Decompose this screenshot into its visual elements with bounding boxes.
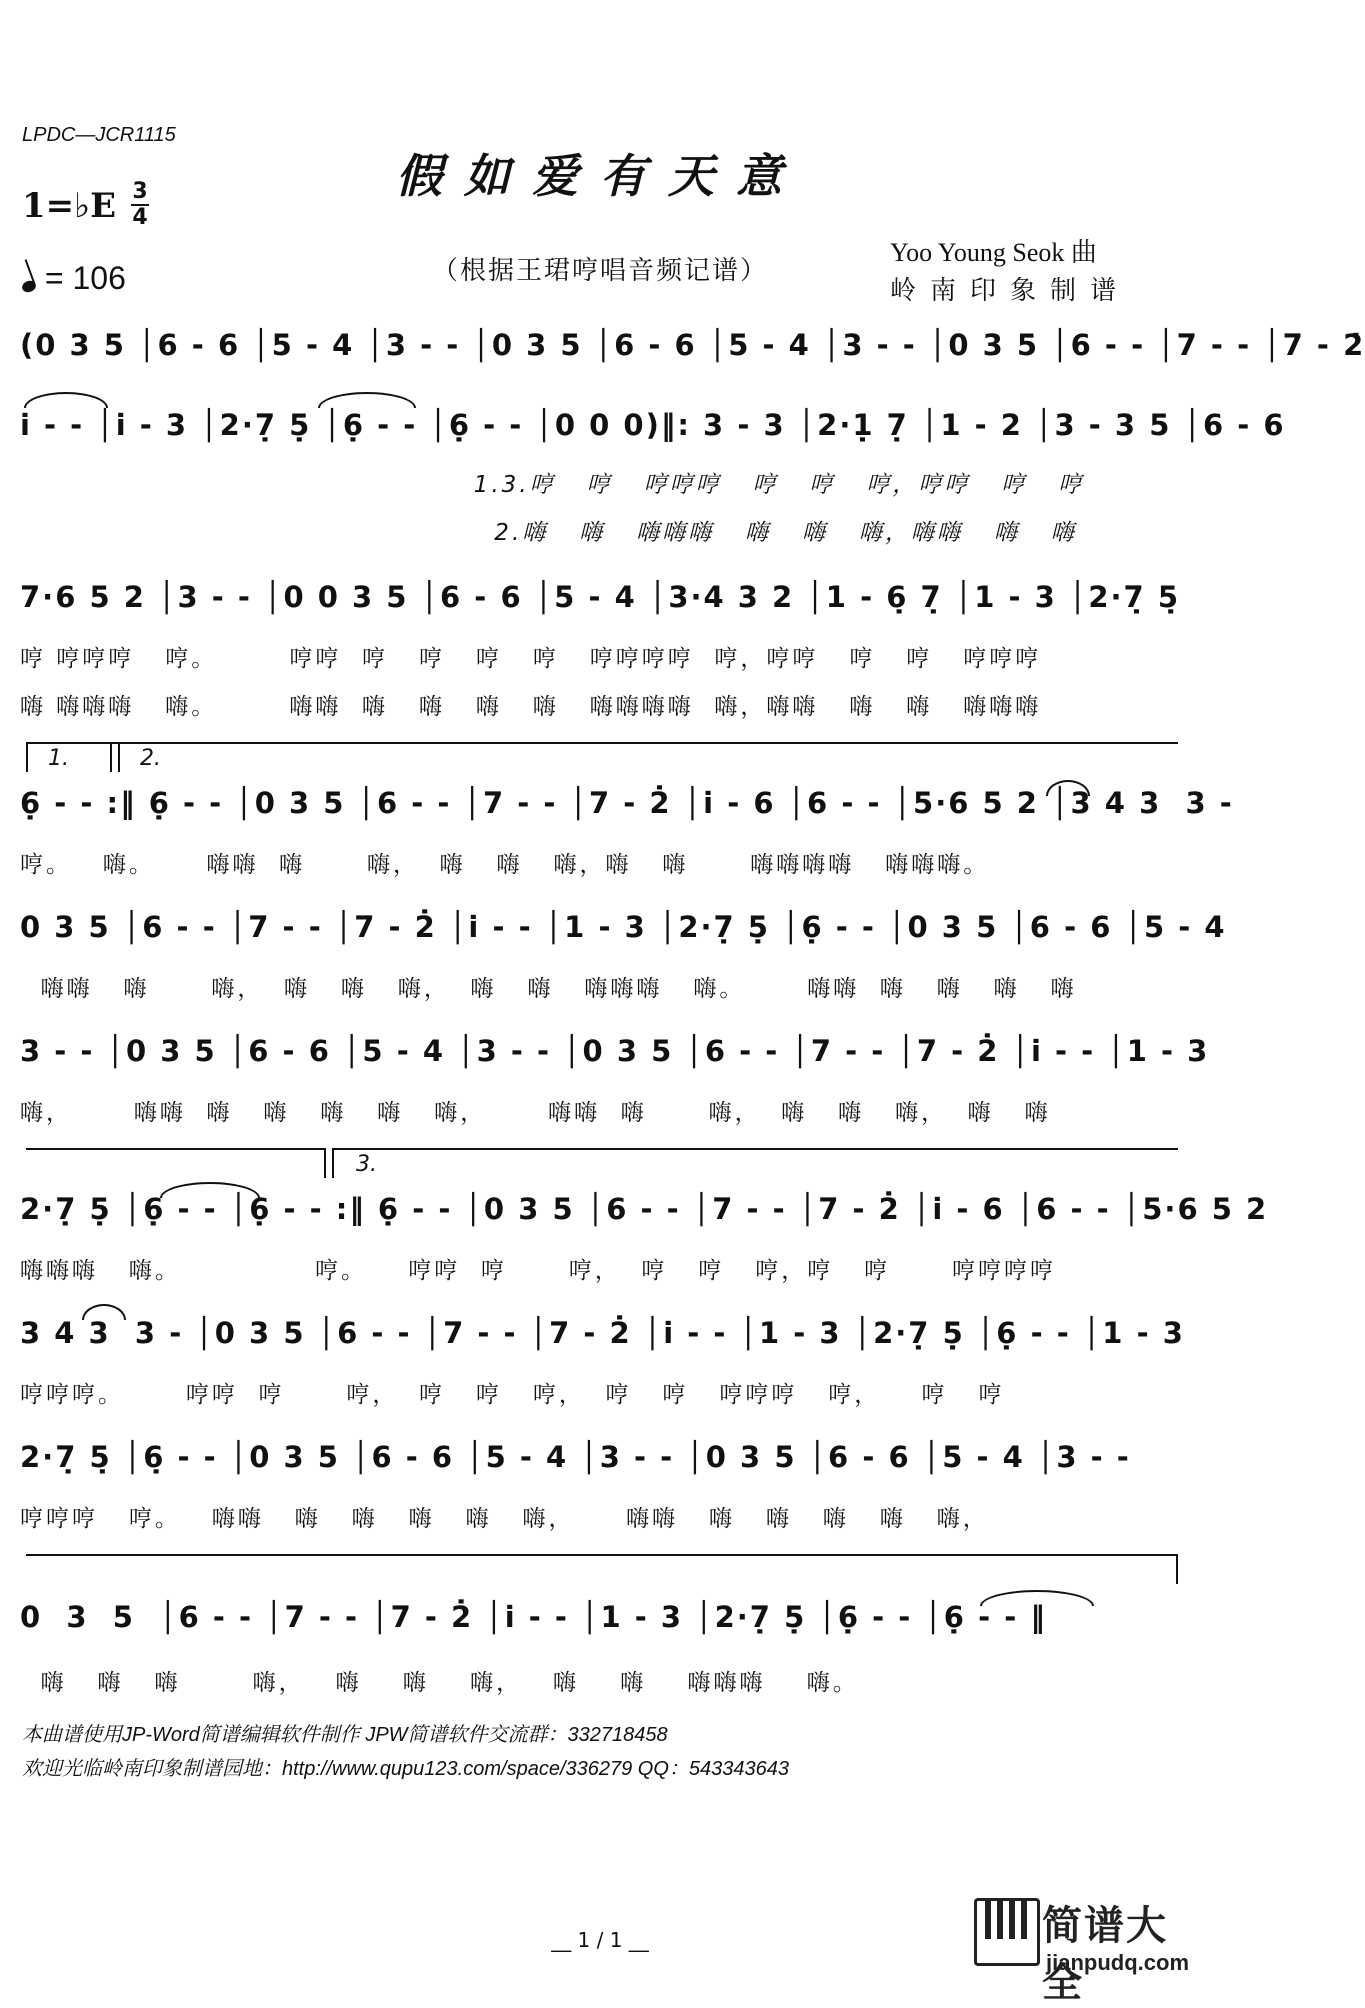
notation-line-5: 0 3 5 │6 - - │7 - - │7 - 2̇ │i̇ - - │1 - 3 │2·7̣ 5̣ │6̣ - - │0 3 5 │6 - 6 │5 - 4 (20, 910, 1227, 944)
notation-line-7: 2·7̣ 5̣ │6̣ - - │6̣ - - :‖ 6̣ - - │0 3 5 │6 - - │7 - - │7 - 2̇ │i̇ - 6 │6 - - │5·6 5 2 (20, 1192, 1269, 1226)
arranger-credit: 岭南印象制谱 (890, 276, 1131, 306)
brand-name: 简谱大全 (1042, 1903, 1168, 2006)
time-signature (130, 180, 150, 230)
section-line (26, 1554, 1178, 1556)
volta-bracket-line (332, 1148, 1178, 1150)
lyric-line-7: 嗨嗨嗨 嗨。 哼。 哼哼 哼 哼， 哼 哼 哼，哼 哼 哼哼哼哼 (20, 1258, 1056, 1284)
lyric-line-8: 哼哼哼。 哼哼 哼 哼， 哼 哼 哼， 哼 哼 哼哼哼 哼， 哼 哼 (20, 1382, 1005, 1408)
section-line-end (1176, 1554, 1178, 1584)
volta-label-3: 3. (356, 1152, 377, 1177)
volta-bracket-start (26, 742, 28, 772)
piano-keys-icon (974, 1898, 1040, 1966)
lyric-line-3b: 嗨 嗨嗨嗨 嗨。 嗨嗨 嗨 嗨 嗨 嗨 嗨嗨嗨嗨 嗨，嗨嗨 嗨 嗨 嗨嗨嗨 (20, 694, 1042, 720)
brand-logo (968, 1880, 1200, 2006)
volta-bracket-end (324, 1148, 326, 1178)
brand-url: jianpudq.com (1046, 1950, 1189, 1975)
lyric-line-2a: 1.3.哼 哼 哼哼哼 哼 哼 哼，哼哼 哼 哼 (20, 472, 1085, 498)
notation-line-4: 6̣ - - :‖ 6̣ - - │0 3 5 │6 - - │7 - - │7 - 2̇ │i̇ - 6 │6 - - │5·6 5 2 │3 4 3 3 - (20, 786, 1234, 820)
key-signature: 1=♭E (22, 186, 117, 226)
volta-bracket-end (110, 742, 112, 772)
volta-bracket-2-start (118, 742, 120, 772)
source-note: （根据王珺哼唱音频记谱） (431, 256, 768, 286)
tie-arc (24, 392, 108, 408)
lyric-line-10: 嗨 嗨 嗨 嗨， 嗨 嗨 嗨， 嗨 嗨 嗨嗨嗨 嗨。 (20, 1670, 859, 1696)
notation-line-8: 3 4 3 3 - │0 3 5 │6 - - │7 - - │7 - 2̇ │i̇ - - │1 - 3 │2·7̣ 5̣ │6̣ - - │1 - 3 (20, 1316, 1185, 1350)
lyric-line-6: 嗨， 嗨嗨 嗨 嗨 嗨 嗨 嗨， 嗨嗨 嗨 嗨， 嗨 嗨 嗨， 嗨 嗨 (20, 1100, 1051, 1126)
composer-credit: Yoo Young Seok 曲 (890, 238, 1097, 267)
meter-top: 3 (132, 179, 148, 204)
lyric-line-3a: 哼 哼哼哼 哼。 哼哼 哼 哼 哼 哼 哼哼哼哼 哼，哼哼 哼 哼 哼哼哼 (20, 646, 1042, 672)
notation-line-3: 7·6 5 2 │3 - - │0 0 3 5 │6 - 6 │5 - 4 │3·4 3 2 │1 - 6̣ 7̣ │1 - 3 │2·7̣ 5̣ (20, 580, 1180, 614)
volta-bracket-line (26, 742, 1178, 744)
notation-line-9: 2·7̣ 5̣ │6̣ - - │0 3 5 │6 - 6 │5 - 4 │3 - - │0 3 5 │6 - 6 │5 - 4 │3 - - (20, 1440, 1131, 1474)
footer-line-1: 本曲谱使用JP-Word简谱编辑软件制作 JPW简谱软件交流群：332718458 (22, 1724, 668, 1746)
notation-line-2: i̇ - - │i̇ - 3 │2·7̣ 5̣ │6̣ - - │6̣ - - │0 0 0)‖: 3 - 3 │2·1̣ 7̣ │1 - 2 │3 - 3 5 │6 - 6 (20, 408, 1286, 442)
meter-bottom: 4 (132, 205, 148, 230)
volta-bracket-3-start (332, 1148, 334, 1178)
notation-line-6: 3 - - │0 3 5 │6 - 6 │5 - 4 │3 - - │0 3 5 │6 - - │7 - - │7 - 2̇ │i̇ - - │1 - 3 (20, 1034, 1210, 1068)
footer-line-2: 欢迎光临岭南印象制谱园地：http://www.qupu123.com/space/336279 QQ：543343643 (22, 1758, 790, 1780)
page-number: __ 1 / 1 __ (551, 1928, 649, 1952)
lyric-line-2b: 2.嗨 嗨 嗨嗨嗨 嗨 嗨 嗨，嗨嗨 嗨 嗨 (20, 520, 1077, 546)
volta-label-1: 1. (48, 746, 69, 771)
lyric-line-5: 嗨嗨 嗨 嗨， 嗨 嗨 嗨， 嗨 嗨 嗨嗨嗨 嗨。 嗨嗨 嗨 嗨 嗨 嗨 (20, 976, 1077, 1002)
tempo-value: = 106 (44, 260, 126, 296)
lyric-line-4: 哼。 嗨。 嗨嗨 嗨 嗨， 嗨 嗨 嗨，嗨 嗨 嗨嗨嗨嗨 嗨嗨嗨。 (20, 852, 990, 878)
notation-line-1: (0 3 5 │6 - 6 │5 - 4 │3 - - │0 3 5 │6 - 6 │5 - 4 │3 - - │0 3 5 │6 - - │7 - - │7 - 2̇ (20, 328, 1365, 362)
tie-arc (318, 392, 416, 408)
volta-bracket-line (26, 1148, 326, 1150)
notation-line-10: 0 3 5 │6 - - │7 - - │7 - 2̇ │i̇ - - │1 - 3 │2·7̣ 5̣ │6̣ - - │6̣ - - ‖ (20, 1600, 1047, 1634)
score-title: 假如爱有天意 (396, 149, 804, 203)
score-code: LPDC—JCR1115 (22, 124, 176, 146)
volta-label-2: 2. (140, 746, 161, 771)
lyric-line-9: 哼哼哼 哼。 嗨嗨 嗨 嗨 嗨 嗨 嗨， 嗨嗨 嗨 嗨 嗨 嗨 嗨， (20, 1506, 989, 1532)
